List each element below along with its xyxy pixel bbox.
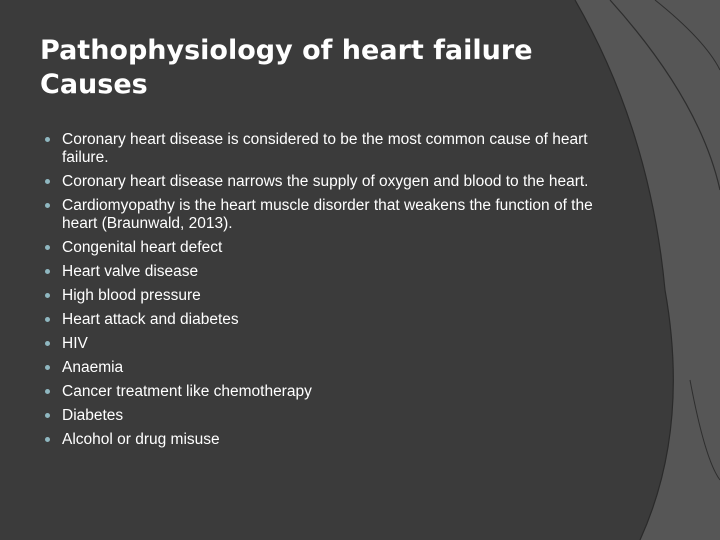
bullet-dot-icon xyxy=(45,317,50,322)
slide-title xyxy=(40,34,660,102)
bullet-dot-icon xyxy=(45,203,50,208)
bullet-text: Diabetes xyxy=(62,407,124,424)
bullet-dot-icon xyxy=(45,341,50,346)
bullet-item xyxy=(44,197,624,233)
bullet-text: High blood pressure xyxy=(62,287,201,304)
bullet-text: Heart attack and diabetes xyxy=(62,311,239,328)
bullet-text: Coronary heart disease narrows the supply of oxygen and blood to the heart. xyxy=(62,173,589,190)
bullet-dot-icon xyxy=(45,389,50,394)
bullet-dot-icon xyxy=(45,137,50,142)
bullet-text: Alcohol or drug misuse xyxy=(62,431,220,448)
bullet-dot-icon xyxy=(45,293,50,298)
bullet-item xyxy=(44,335,624,353)
bullet-item xyxy=(44,359,624,377)
bullet-item xyxy=(44,311,624,329)
bullet-dot-icon xyxy=(45,365,50,370)
bullet-text: Anaemia xyxy=(62,359,124,376)
slide-title-line-2: Causes xyxy=(40,69,148,100)
bullet-item xyxy=(44,263,624,281)
bullet-item xyxy=(44,431,624,449)
bullet-item xyxy=(44,383,624,401)
bullet-text: HIV xyxy=(62,335,88,352)
bullet-item xyxy=(44,287,624,305)
bullet-dot-icon xyxy=(45,413,50,418)
bullet-text: Heart valve disease xyxy=(62,263,199,280)
bullet-dot-icon xyxy=(45,269,50,274)
slide-title-line-1: Pathophysiology of heart failure xyxy=(40,35,533,66)
bullet-dot-icon xyxy=(45,179,50,184)
bullet-item xyxy=(44,131,624,167)
bullet-text: Coronary heart disease is considered to be the most common cause of heart failure. xyxy=(62,131,588,166)
bullet-item xyxy=(44,173,624,191)
bullet-dot-icon xyxy=(45,437,50,442)
bullet-text: Cardiomyopathy is the heart muscle disorder that weakens the function of the heart (Braunwald, 2013). xyxy=(62,197,593,232)
bullet-item xyxy=(44,407,624,425)
bullet-text: Congenital heart defect xyxy=(62,239,223,256)
bullet-dot-icon xyxy=(45,245,50,250)
bullet-list xyxy=(44,131,624,455)
bullet-item xyxy=(44,239,624,257)
bullet-text: Cancer treatment like chemotherapy xyxy=(62,383,312,400)
